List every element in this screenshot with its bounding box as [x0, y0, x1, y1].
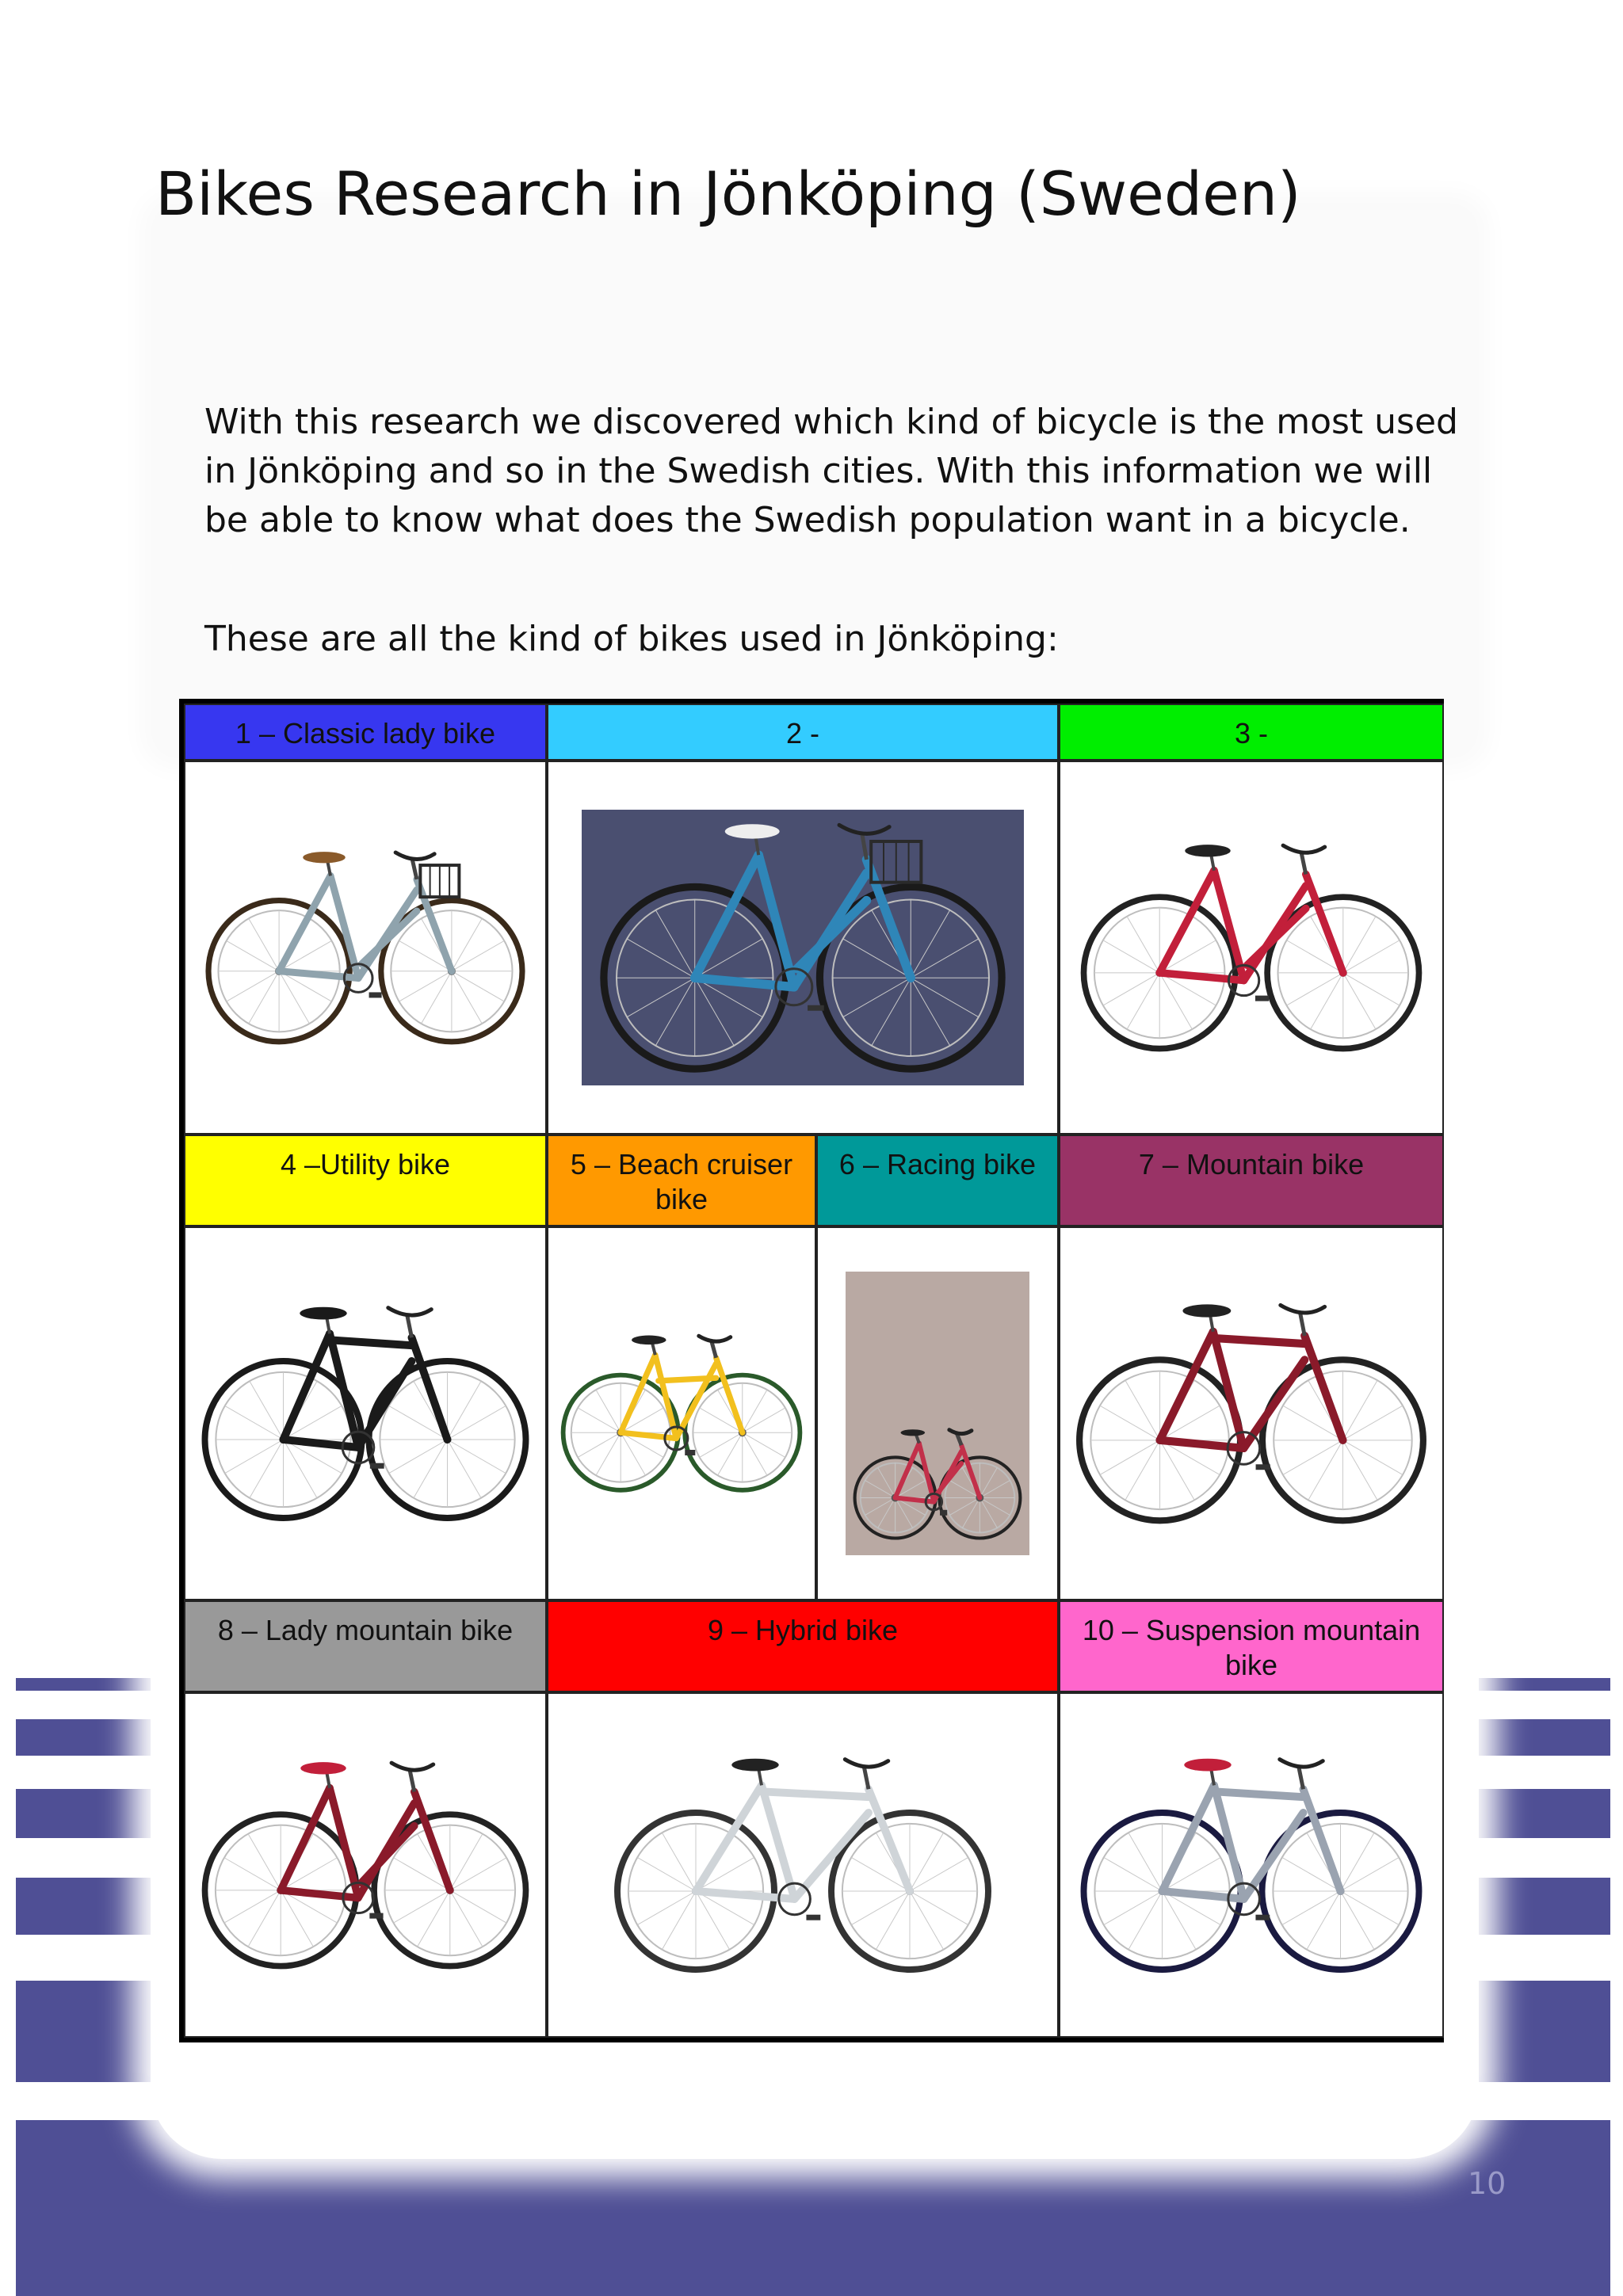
blue-bike-photo — [582, 810, 1024, 1085]
bike-label-5: 5 – Beach cruiser bike — [547, 1135, 816, 1226]
bike-image-9 — [547, 1692, 1059, 2038]
bike-image-6 — [816, 1226, 1059, 1600]
mountain-bike-image — [1060, 1291, 1442, 1536]
beach-cruiser-bike-image — [550, 1326, 813, 1501]
bike-label-3: 3 - — [1059, 704, 1444, 761]
bike-image-4 — [184, 1226, 547, 1600]
bike-label-8: 8 – Lady mountain bike — [184, 1600, 547, 1692]
red-lady-bike-image — [1065, 833, 1438, 1062]
suspension-mountain-bike-image — [1065, 1746, 1438, 1984]
bike-label-10: 10 – Suspension mountain bike — [1059, 1600, 1444, 1692]
classic-lady-bike-image — [191, 841, 540, 1055]
bike-image-7 — [1059, 1226, 1444, 1600]
bike-image-5 — [547, 1226, 816, 1600]
lady-mountain-bike-image — [187, 1750, 544, 1980]
hybrid-bike-image — [597, 1746, 1009, 1984]
bike-image-3 — [1059, 761, 1444, 1135]
bike-label-6: 6 – Racing bike — [816, 1135, 1059, 1226]
bike-table — [179, 699, 1444, 2042]
bike-label-2: 2 - — [547, 704, 1059, 761]
bike-label-1: 1 – Classic lady bike — [184, 704, 547, 761]
bike-image-1 — [184, 761, 547, 1135]
bike-label-7: 7 – Mountain bike — [1059, 1135, 1444, 1226]
bike-image-2 — [547, 761, 1059, 1135]
bike-image-8 — [184, 1692, 547, 2038]
utility-bike-image — [187, 1295, 544, 1532]
racing-bike-photo — [846, 1272, 1029, 1555]
intro-paragraph: With this research we discovered which kind of bicycle is the most used in Jönköping and so in the Swedish cities. With this information we will be able to know what does the Swedish population want in a bicycle. — [204, 402, 1458, 540]
page-number: 10 — [1468, 2166, 1507, 2201]
bike-label-9: 9 – Hybrid bike — [547, 1600, 1059, 1692]
bike-image-10 — [1059, 1692, 1444, 2038]
bike-label-4: 4 –Utility bike — [184, 1135, 547, 1226]
lead-paragraph: These are all the kind of bikes used in Jönköping: — [204, 619, 1059, 659]
page-title: Bikes Research in Jönköping (Sweden) — [155, 158, 1301, 229]
